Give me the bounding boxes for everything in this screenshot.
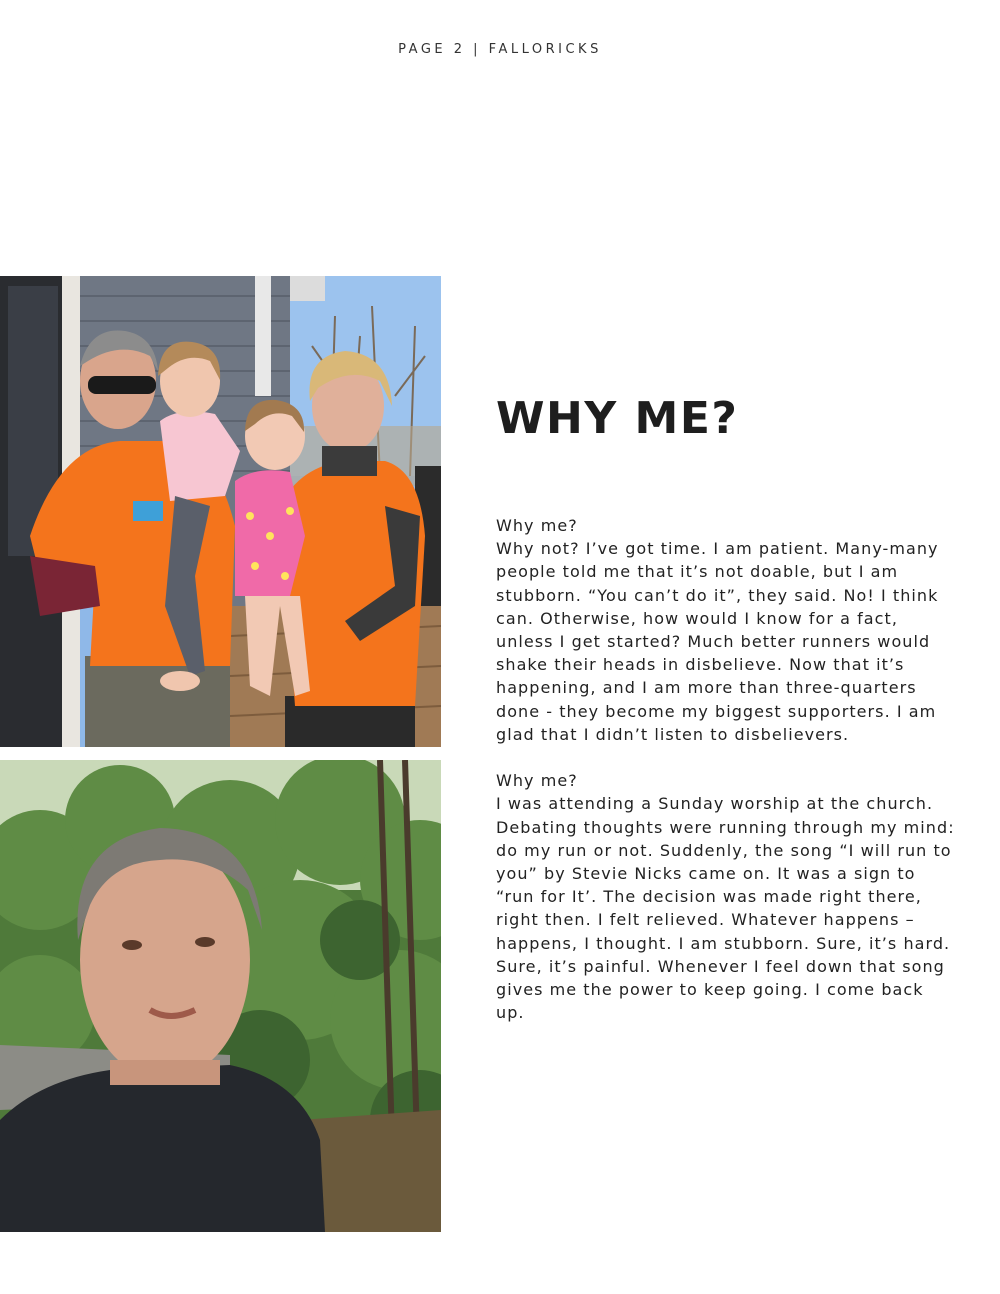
family-photo bbox=[0, 276, 441, 747]
paragraph-1 bbox=[496, 514, 956, 746]
article-body bbox=[496, 514, 956, 1048]
page-title: WHY ME? bbox=[496, 393, 739, 444]
paragraph-text: I was attending a Sunday worship at the church. Debating thoughts were running through my mind: do my run or not. Suddenly, the song “I will run to you” by Stevie Nicks came on. It was a sign to “run for It’. The decision was made right there, right then. I felt relieved. Whatever happens – happens, I thought. I am stubborn. Sure, it’s hard. Sure, it’s painful. Whenever I feel down that song gives me the power to keep going. I come back up. bbox=[496, 794, 955, 1023]
paragraph-heading: Why me? bbox=[496, 516, 578, 535]
page-header: PAGE 2 | FALLORICKS bbox=[398, 42, 602, 57]
paragraph-heading: Why me? bbox=[496, 771, 578, 791]
runner-selfie-photo bbox=[0, 760, 441, 1232]
paragraph-text: Why not? I’ve got time. I am patient. Many-many people told me that it’s not doable, but I am stubborn. “You can’t do it”, they said. No! I think can. Otherwise, how would I know for a fact, unless I get started? Much better runners would shake their heads in disbelieve. Now that it’s happening, and I am more than three-quarters done - they become my biggest supporters. I am glad that I didn’t listen to disbelievers. bbox=[496, 539, 939, 744]
paragraph-2 bbox=[496, 769, 956, 1024]
